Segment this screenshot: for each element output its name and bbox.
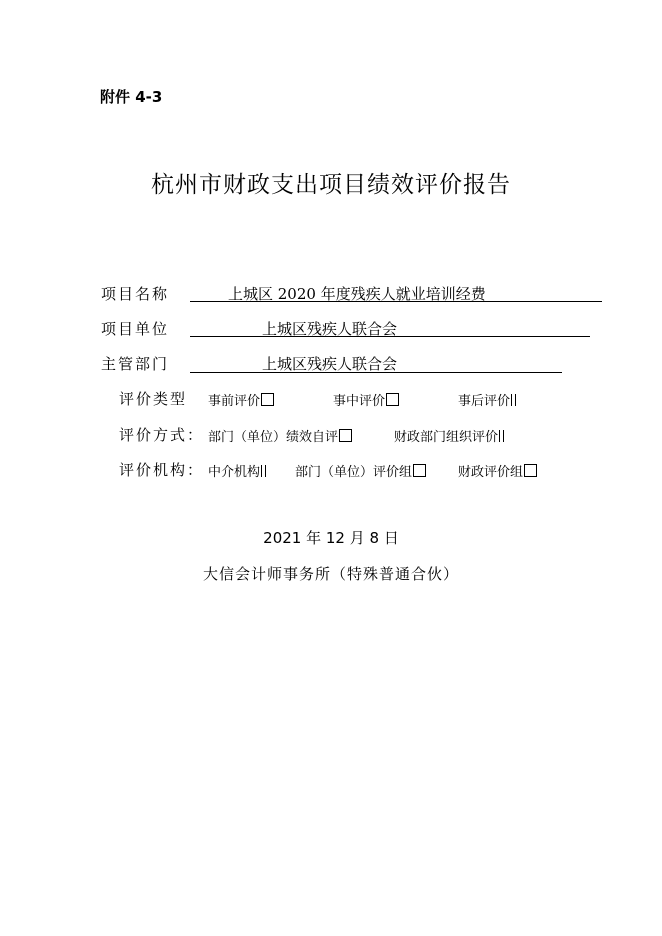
checkbox-icon bbox=[524, 464, 537, 477]
option-label: 中介机构 bbox=[208, 465, 261, 480]
issuing-organization: 大信会计师事务所（特殊普通合伙） bbox=[202, 565, 459, 583]
eval-type-label: 评价类型 bbox=[119, 390, 188, 408]
eval-org-label: 评价机构： bbox=[119, 461, 205, 479]
project-unit-value: 上城区残疾人联合会 bbox=[262, 320, 398, 338]
attachment-number: 附件 4-3 bbox=[100, 88, 163, 106]
checkbox-icon bbox=[386, 393, 399, 406]
report-date: 2021 年 12 月 8 日 bbox=[263, 529, 399, 547]
checkbox-icon bbox=[499, 430, 504, 442]
eval-type-option[interactable] bbox=[208, 390, 274, 409]
eval-org-option[interactable] bbox=[295, 461, 426, 480]
option-label: 财政部门组织评价 bbox=[394, 430, 499, 445]
option-label: 事前评价 bbox=[208, 394, 261, 409]
eval-type-option[interactable] bbox=[333, 390, 399, 409]
supervisor-value: 上城区残疾人联合会 bbox=[262, 355, 398, 373]
project-name-value: 上城区 2020 年度残疾人就业培训经费 bbox=[228, 285, 486, 303]
page-title: 杭州市财政支出项目绩效评价报告 bbox=[151, 172, 511, 198]
eval-org-option[interactable] bbox=[458, 461, 537, 480]
option-label: 财政评价组 bbox=[458, 465, 524, 480]
checkbox-icon bbox=[261, 465, 266, 477]
checkbox-icon bbox=[413, 464, 426, 477]
checkbox-icon bbox=[511, 394, 516, 406]
option-label: 部门（单位）评价组 bbox=[295, 465, 413, 480]
eval-org-option[interactable] bbox=[208, 461, 266, 480]
option-label: 事中评价 bbox=[333, 394, 386, 409]
eval-type-option[interactable] bbox=[458, 390, 516, 409]
checkbox-icon bbox=[339, 429, 352, 442]
supervisor-label: 主管部门 bbox=[101, 355, 170, 373]
project-unit-label: 项目单位 bbox=[101, 320, 170, 338]
eval-method-option[interactable] bbox=[208, 426, 352, 445]
project-name-label: 项目名称 bbox=[101, 285, 170, 303]
option-label: 部门（单位）绩效自评 bbox=[208, 430, 339, 445]
option-label: 事后评价 bbox=[458, 394, 511, 409]
eval-method-option[interactable] bbox=[394, 426, 504, 445]
checkbox-icon bbox=[261, 393, 274, 406]
eval-method-label: 评价方式： bbox=[119, 426, 205, 444]
